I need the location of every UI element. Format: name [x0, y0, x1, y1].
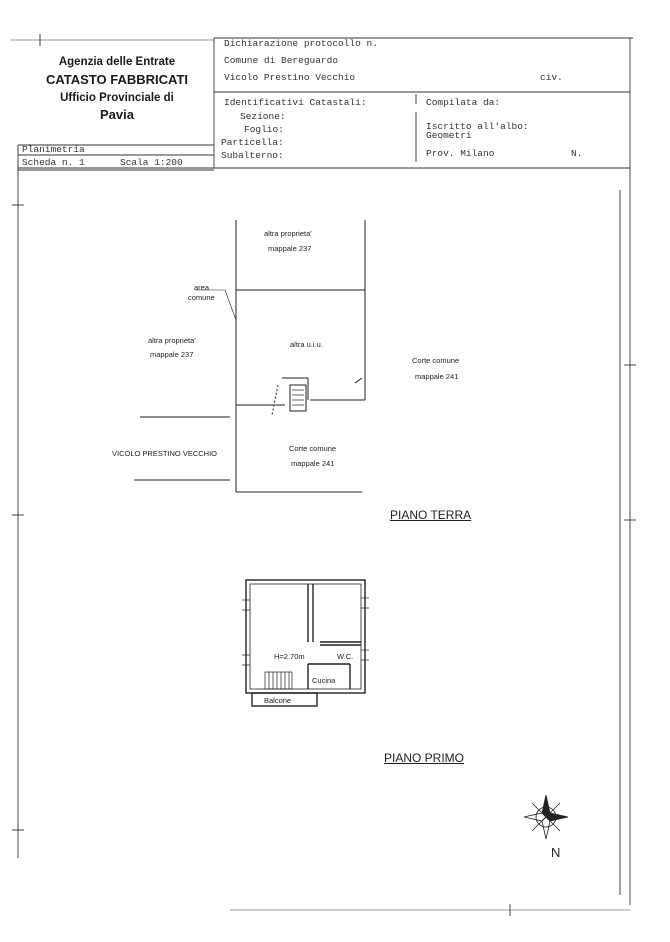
vicolo-label: VICOLO PRESTINO VECCHIO	[112, 449, 218, 458]
piano-terra-title: PIANO TERRA	[390, 508, 472, 522]
sezione-label: Sezione:	[240, 111, 286, 122]
n-label: N.	[571, 148, 583, 159]
ufficio-label: Ufficio Provinciale di	[60, 92, 174, 104]
iscritto-label: Iscritto all'albo:	[426, 121, 529, 132]
agency-name: Agenzia delle Entrate	[58, 56, 176, 68]
compilata-label: Compilata da:	[426, 97, 501, 108]
ufficio-city: Pavia	[100, 107, 134, 122]
compass-icon	[524, 795, 568, 839]
balcone-label: Balcone	[264, 696, 292, 705]
planimetria-label: Planimetria	[22, 144, 85, 155]
subalterno-label: Subalterno:	[221, 150, 284, 161]
altra-proprieta-left-line1: altra proprieta'	[148, 336, 196, 345]
altra-proprieta-top-line2: mappale 237	[268, 244, 312, 253]
corte-comune-right-line1: Corte comune	[412, 356, 460, 365]
scala-label: Scala 1:200	[120, 157, 183, 168]
comune-label: Comune di Bereguardo	[224, 55, 339, 66]
altra-uiu-label: altra u.i.u.	[290, 340, 323, 349]
north-label: N	[551, 845, 561, 860]
prov-label: Prov. Milano	[426, 148, 495, 159]
room-height-label: H=2.70m	[274, 652, 305, 661]
foglio-label: Foglio:	[244, 124, 284, 135]
iscritto-value: Geometri	[426, 130, 472, 141]
identificativi-label: Identificativi Catastali:	[224, 97, 367, 108]
protocollo-label: Dichiarazione protocollo n.	[224, 38, 378, 49]
civ-label: civ.	[540, 72, 563, 83]
corte-comune-bottom-line2: mappale 241	[291, 459, 335, 468]
cucina-label: Cucina	[312, 676, 336, 685]
wc-label: W.C.	[337, 652, 354, 661]
altra-proprieta-left-line2: mappale 237	[150, 350, 194, 359]
corte-comune-right-line2: mappale 241	[415, 372, 459, 381]
area-comune-line2: comune	[188, 293, 215, 302]
scheda-label: Scheda n. 1	[22, 157, 85, 168]
area-comune-line1: area	[194, 283, 210, 292]
address-label: Vicolo Prestino Vecchio	[224, 72, 356, 83]
catasto-title: CATASTO FABBRICATI	[45, 72, 189, 87]
altra-proprieta-top-line1: altra proprieta'	[264, 229, 312, 238]
particella-label: Particella:	[221, 137, 284, 148]
piano-primo-title: PIANO PRIMO	[384, 751, 465, 765]
corte-comune-bottom-line1: Corte comune	[289, 444, 337, 453]
